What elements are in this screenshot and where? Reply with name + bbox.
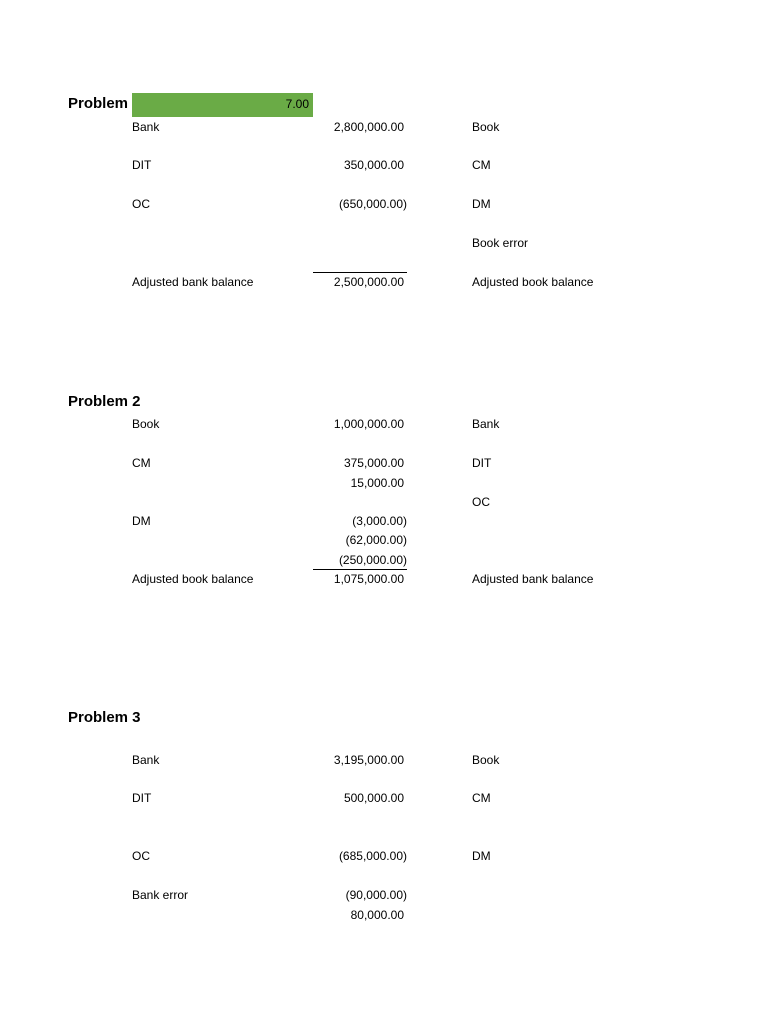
problem-2-title: Problem 2 <box>68 393 141 410</box>
dit-label: DIT <box>132 158 152 172</box>
adjusted-bank-balance-label: Adjusted bank balance <box>132 275 254 289</box>
problem-3-title: Problem 3 <box>68 709 141 726</box>
adjusted-book-balance-label: Adjusted book balance <box>132 572 254 586</box>
oc-label: OC <box>472 495 490 509</box>
bank-error-label: Bank error <box>132 888 189 902</box>
bank-error-value: (90,000.00) <box>345 888 407 902</box>
highlighted-cell-value: 7.00 <box>285 97 309 111</box>
oc-label: OC <box>132 849 150 863</box>
book-label: Book <box>472 120 500 134</box>
problem-1-title: Problem <box>68 95 129 112</box>
dm-value: (250,000.00) <box>338 553 407 567</box>
book-error-label: Book error <box>472 236 529 250</box>
cm-label: CM <box>472 158 491 172</box>
dit-value: 500,000.00 <box>343 791 404 805</box>
bank-label: Bank <box>132 753 160 767</box>
cm-label: CM <box>472 791 491 805</box>
book-label: Book <box>132 417 160 431</box>
total-rule <box>313 569 407 570</box>
bank-label: Bank <box>472 417 500 431</box>
book-value: 1,000,000.00 <box>333 417 404 431</box>
adjusted-bank-balance-label: Adjusted bank balance <box>472 572 594 586</box>
dm-label: DM <box>472 197 491 211</box>
dm-value: (3,000.00) <box>352 514 407 528</box>
bank-value: 2,800,000.00 <box>333 120 404 134</box>
oc-value: (685,000.00) <box>338 849 407 863</box>
dm-label: DM <box>132 514 151 528</box>
dit-label: DIT <box>472 456 492 470</box>
adjusted-book-balance-value: 1,075,000.00 <box>333 572 404 586</box>
cm-value: 15,000.00 <box>350 476 404 490</box>
book-label: Book <box>472 753 500 767</box>
dm-label: DM <box>472 849 491 863</box>
oc-value: (650,000.00) <box>338 197 407 211</box>
dm-value: (62,000.00) <box>345 533 407 547</box>
bank-error-value: 80,000.00 <box>350 908 404 922</box>
bank-value: 3,195,000.00 <box>333 753 404 767</box>
adjusted-book-balance-label: Adjusted book balance <box>472 275 594 289</box>
oc-label: OC <box>132 197 150 211</box>
cm-value: 375,000.00 <box>343 456 404 470</box>
dit-label: DIT <box>132 791 152 805</box>
bank-label: Bank <box>132 120 160 134</box>
adjusted-bank-balance-value: 2,500,000.00 <box>333 275 404 289</box>
dit-value: 350,000.00 <box>343 158 404 172</box>
total-rule <box>313 272 407 273</box>
cm-label: CM <box>132 456 151 470</box>
